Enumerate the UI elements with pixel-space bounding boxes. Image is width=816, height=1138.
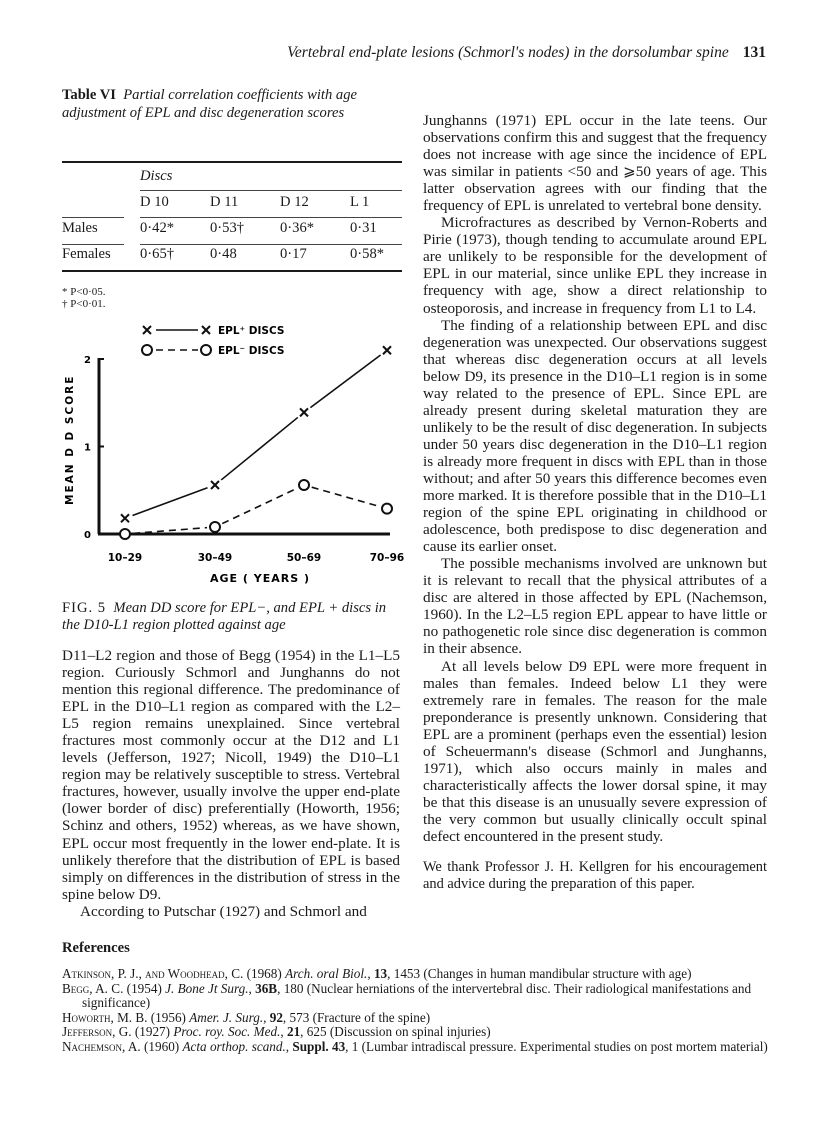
reference-item: Jefferson, G. (1927) Proc. roy. Soc. Med., 21, 625 (Discussion on spinal injuries) xyxy=(62,1024,491,1040)
reference-journal: Amer. J. Surg. xyxy=(189,1009,264,1025)
x-tick-label: 50–69 xyxy=(286,552,322,564)
table-cell: 0·31 xyxy=(350,219,377,236)
reference-item: Nachemson, A. (1960) Acta orthop. scand., Suppl. 43, 1 (Lumbar intradiscal pressure. Experimental studies on post mortem material) xyxy=(62,1038,768,1054)
x-tick-label: 70–96 xyxy=(369,552,405,564)
x-tick-label: 30–49 xyxy=(197,552,233,564)
figure-caption xyxy=(62,600,402,634)
reference-year: (1954) xyxy=(126,980,166,996)
x-tick-label: 10–29 xyxy=(107,552,143,564)
series-line-segment xyxy=(312,487,380,506)
row-label: Males xyxy=(62,219,98,236)
figure-caption-text: Mean DD score for EPL−, and EPL + discs in the D10-L1 region plotted against age xyxy=(62,600,387,633)
series-epl-plus xyxy=(121,346,391,522)
legend xyxy=(142,325,284,357)
table-cell: 0·36* xyxy=(280,219,315,236)
table-cell: 0·48 xyxy=(210,245,237,262)
running-title: Vertebral end-plate lesions (Schmorl's nodes) in the dorsolumbar spine xyxy=(287,44,729,61)
footnote: † P<0·01. xyxy=(62,298,106,310)
reference-item: Howorth, M. B. (1956) Amer. J. Surg., 92, 573 (Fracture of the spine) xyxy=(62,1009,431,1025)
reference-journal: Proc. roy. Soc. Med. xyxy=(173,1024,281,1040)
legend-label: EPL⁺ DISCS xyxy=(218,325,285,337)
circle-marker xyxy=(299,480,309,490)
table-group-header-row xyxy=(62,163,402,189)
circle-marker xyxy=(382,504,392,514)
reference-year: (1956) xyxy=(150,1009,190,1025)
reference-item: Atkinson, P. J., and Woodhead, C. (1968) Arch. oral Biol., 13, 1453 (Changes in human mandibular structure with age) xyxy=(62,966,692,981)
y-axis-label: MEAN D D SCORE xyxy=(64,374,76,505)
reference-detail: , 573 (Fracture of the spine) xyxy=(282,1009,431,1025)
circle-marker xyxy=(120,529,130,539)
table-group-header: Discs xyxy=(140,167,173,184)
reference-year: (1968) xyxy=(246,966,286,981)
table-col-header: L 1 xyxy=(350,193,370,210)
x-marker xyxy=(202,326,210,334)
x-marker xyxy=(300,408,308,416)
x-marker xyxy=(121,514,129,522)
reference-journal: J. Bone Jt Surg. xyxy=(165,980,249,996)
reference-authors: Howorth, M. B. xyxy=(62,1009,151,1025)
series-line-segment xyxy=(310,355,380,408)
table-col-header: D 11 xyxy=(210,193,239,210)
table-bottom-rule xyxy=(62,270,402,272)
running-header xyxy=(0,44,766,62)
series-line-segment xyxy=(222,488,297,523)
reference-year: (1960) xyxy=(144,1038,183,1054)
x-marker xyxy=(143,326,151,334)
reference-detail: , 1 (Lumbar intradiscal pressure. Experimental studies on post mortem material) xyxy=(345,1038,768,1054)
y-tick-label: 2 xyxy=(84,355,91,366)
line-chart xyxy=(60,310,410,595)
reference-journal: Arch. oral Biol. xyxy=(285,966,368,981)
x-marker xyxy=(211,481,219,489)
series-line-segment xyxy=(133,488,208,516)
reference-authors: Begg, A. C. xyxy=(62,980,127,996)
reference-authors: Atkinson, P. J., and Woodhead, C. xyxy=(62,966,247,981)
reference-year: (1927) xyxy=(134,1024,174,1040)
references-list xyxy=(62,967,782,1055)
reference-detail: , 1453 (Changes in human mandibular structure with age) xyxy=(387,966,692,981)
table-row xyxy=(62,215,402,241)
table-cell: 0·58* xyxy=(350,245,385,262)
reference-journal: Acta orthop. scand. xyxy=(182,1038,286,1054)
paragraph: The possible mechanisms involved are unknown but it is relevant to recall that the physical attributes of a disc are altered in those affected by EPL (Nachemson, 1960). In the L2–L5 region EPL appear to have little or no pathogenetic role since disc degeneration is common in their absence. xyxy=(423,555,767,658)
table-caption xyxy=(62,86,362,122)
reference-volume: 92 xyxy=(269,1009,283,1025)
left-column xyxy=(62,647,400,920)
table-footnotes xyxy=(62,286,105,310)
reference-detail: , 180 (Nuclear herniations of the intervertebral disc. Their radiological manifestations and significance) xyxy=(82,980,752,1011)
reference-volume: Suppl. 43 xyxy=(292,1038,346,1054)
acknowledgement: We thank Professor J. H. Kellgren for his encouragement and advice during the preparation of this paper. xyxy=(423,859,767,893)
x-marker xyxy=(383,346,391,354)
row-label: Females xyxy=(62,245,111,262)
table-cell: 0·65† xyxy=(140,245,175,262)
circle-marker xyxy=(210,522,220,532)
table-caption-text: Partial correlation coefficients with age adjustment of EPL and disc degeneration scores xyxy=(62,87,357,121)
references-heading: References xyxy=(62,940,130,956)
table-cell: 0·17 xyxy=(280,245,307,262)
footnote: * P<0·05. xyxy=(62,286,106,298)
reference-authors: Nachemson, A. xyxy=(62,1038,145,1054)
paragraph: The finding of a relationship between EPL and disc degeneration was unexpected. Our observations suggest that whereas disc degeneration occurs at all levels below D9, its presence in the D10–L1 region is in some way related to the presence of EPL. Since EPL are already present during skeletal maturation they are unlikely to be the result of disc degeneration. In subjects under 50 years disc degeneration in the D10–L1 region is already more frequent in discs with EPL than in those without; and after 50 years this difference becomes even more marked. It is therefore possible that in the D10–L1 region of the spine EPL originating in childhood or adolescence, both predispose to disc degeneration and cause its earlier onset. xyxy=(423,316,767,556)
paragraph: Junghanns (1971) EPL occur in the late teens. Our observations confirm this and suggest that the frequency does not increase with age since the incidence of EPL was similar in patients <50 and ⩾50 years of age. This latter observation agrees with our finding that the frequency of EPL is unrelated to vertebral bone density. xyxy=(423,112,767,215)
reference-item: Begg, A. C. (1954) J. Bone Jt Surg., 36B, 180 (Nuclear herniations of the intervertebral disc. Their radiological manifestations and significance) xyxy=(62,980,752,1011)
paragraph: At all levels below D9 EPL were more frequent in males than females. Indeed below L1 they were extremely rare in females. The reason for the male preponderance is presently unknown. Considering that EPL are a prominent (perhaps even the essential) lesion of Scheuermann's disease (Schmorl and Junghanns, 1971), which also occurs mainly in males and characteristically affects the lower dorsal spine, it may be that this disease is an unusually severe expression of the very common but usually clinically occult spinal defect encountered in the present study. xyxy=(423,657,767,845)
table-col-header: D 12 xyxy=(280,193,309,210)
y-tick-label: 0 xyxy=(84,530,91,541)
paragraph: Microfractures as described by Vernon-Roberts and Pirie (1973), though tending to accumulate around EPL are unlikely to be responsible for the development of EPL in our material, since unlike EPL they increase in frequency with age, show a direct relationship to osteoporosis, and increase in frequency from L1 to L4. xyxy=(423,214,767,317)
series-line-segment xyxy=(221,417,298,480)
circle-marker xyxy=(201,345,211,355)
figure-label: FIG. 5 xyxy=(62,600,107,616)
legend-label: EPL⁻ DISCS xyxy=(218,345,285,357)
table-label: Table VI xyxy=(62,87,116,103)
reference-detail: , 625 (Discussion on spinal injuries) xyxy=(300,1024,491,1040)
right-column xyxy=(423,112,767,893)
table-cell: 0·42* xyxy=(140,219,175,236)
reference-authors: Jefferson, G. xyxy=(62,1024,135,1040)
paragraph: According to Putschar (1927) and Schmorl and xyxy=(80,902,367,920)
correlation-table xyxy=(62,163,402,267)
table-header-row xyxy=(62,189,402,215)
table-col-header: D 10 xyxy=(140,193,169,210)
reference-volume: 36B xyxy=(255,980,278,996)
page-number: 131 xyxy=(742,44,766,61)
table-cell: 0·53† xyxy=(210,219,245,236)
y-tick-label: 1 xyxy=(84,442,91,454)
table-row xyxy=(62,241,402,267)
reference-volume: 21 xyxy=(286,1024,301,1040)
reference-volume: 13 xyxy=(373,966,388,981)
paragraph: D11–L2 region and those of Begg (1954) in the L1–L5 region. Curiously Schmorl and Junghanns do not mention this regional difference. The predominance of EPL in the D10–L1 region as compared with the L2–L5 region remains unexplained. Since vertebral fractures most commonly occur at the D12 and L1 levels (Jefferson, 1927; Nicoll, 1949) the D10–L1 region may be relatively susceptible to stress. Vertebral fractures, however, usually involve the upper end-plate (lower border of disc) preferentially (Howorth, 1956; Schinz and others, 1952) whereas, as we have shown, EPL occur most frequently in the lower end-plate. It is unlikely therefore that the distribution of EPL is based simply on differences in the distribution of stress in the spine below D9. xyxy=(62,647,400,903)
circle-marker xyxy=(142,345,152,355)
x-axis-label: AGE ( YEARS ) xyxy=(210,572,310,585)
series-epl-minus xyxy=(120,480,392,539)
